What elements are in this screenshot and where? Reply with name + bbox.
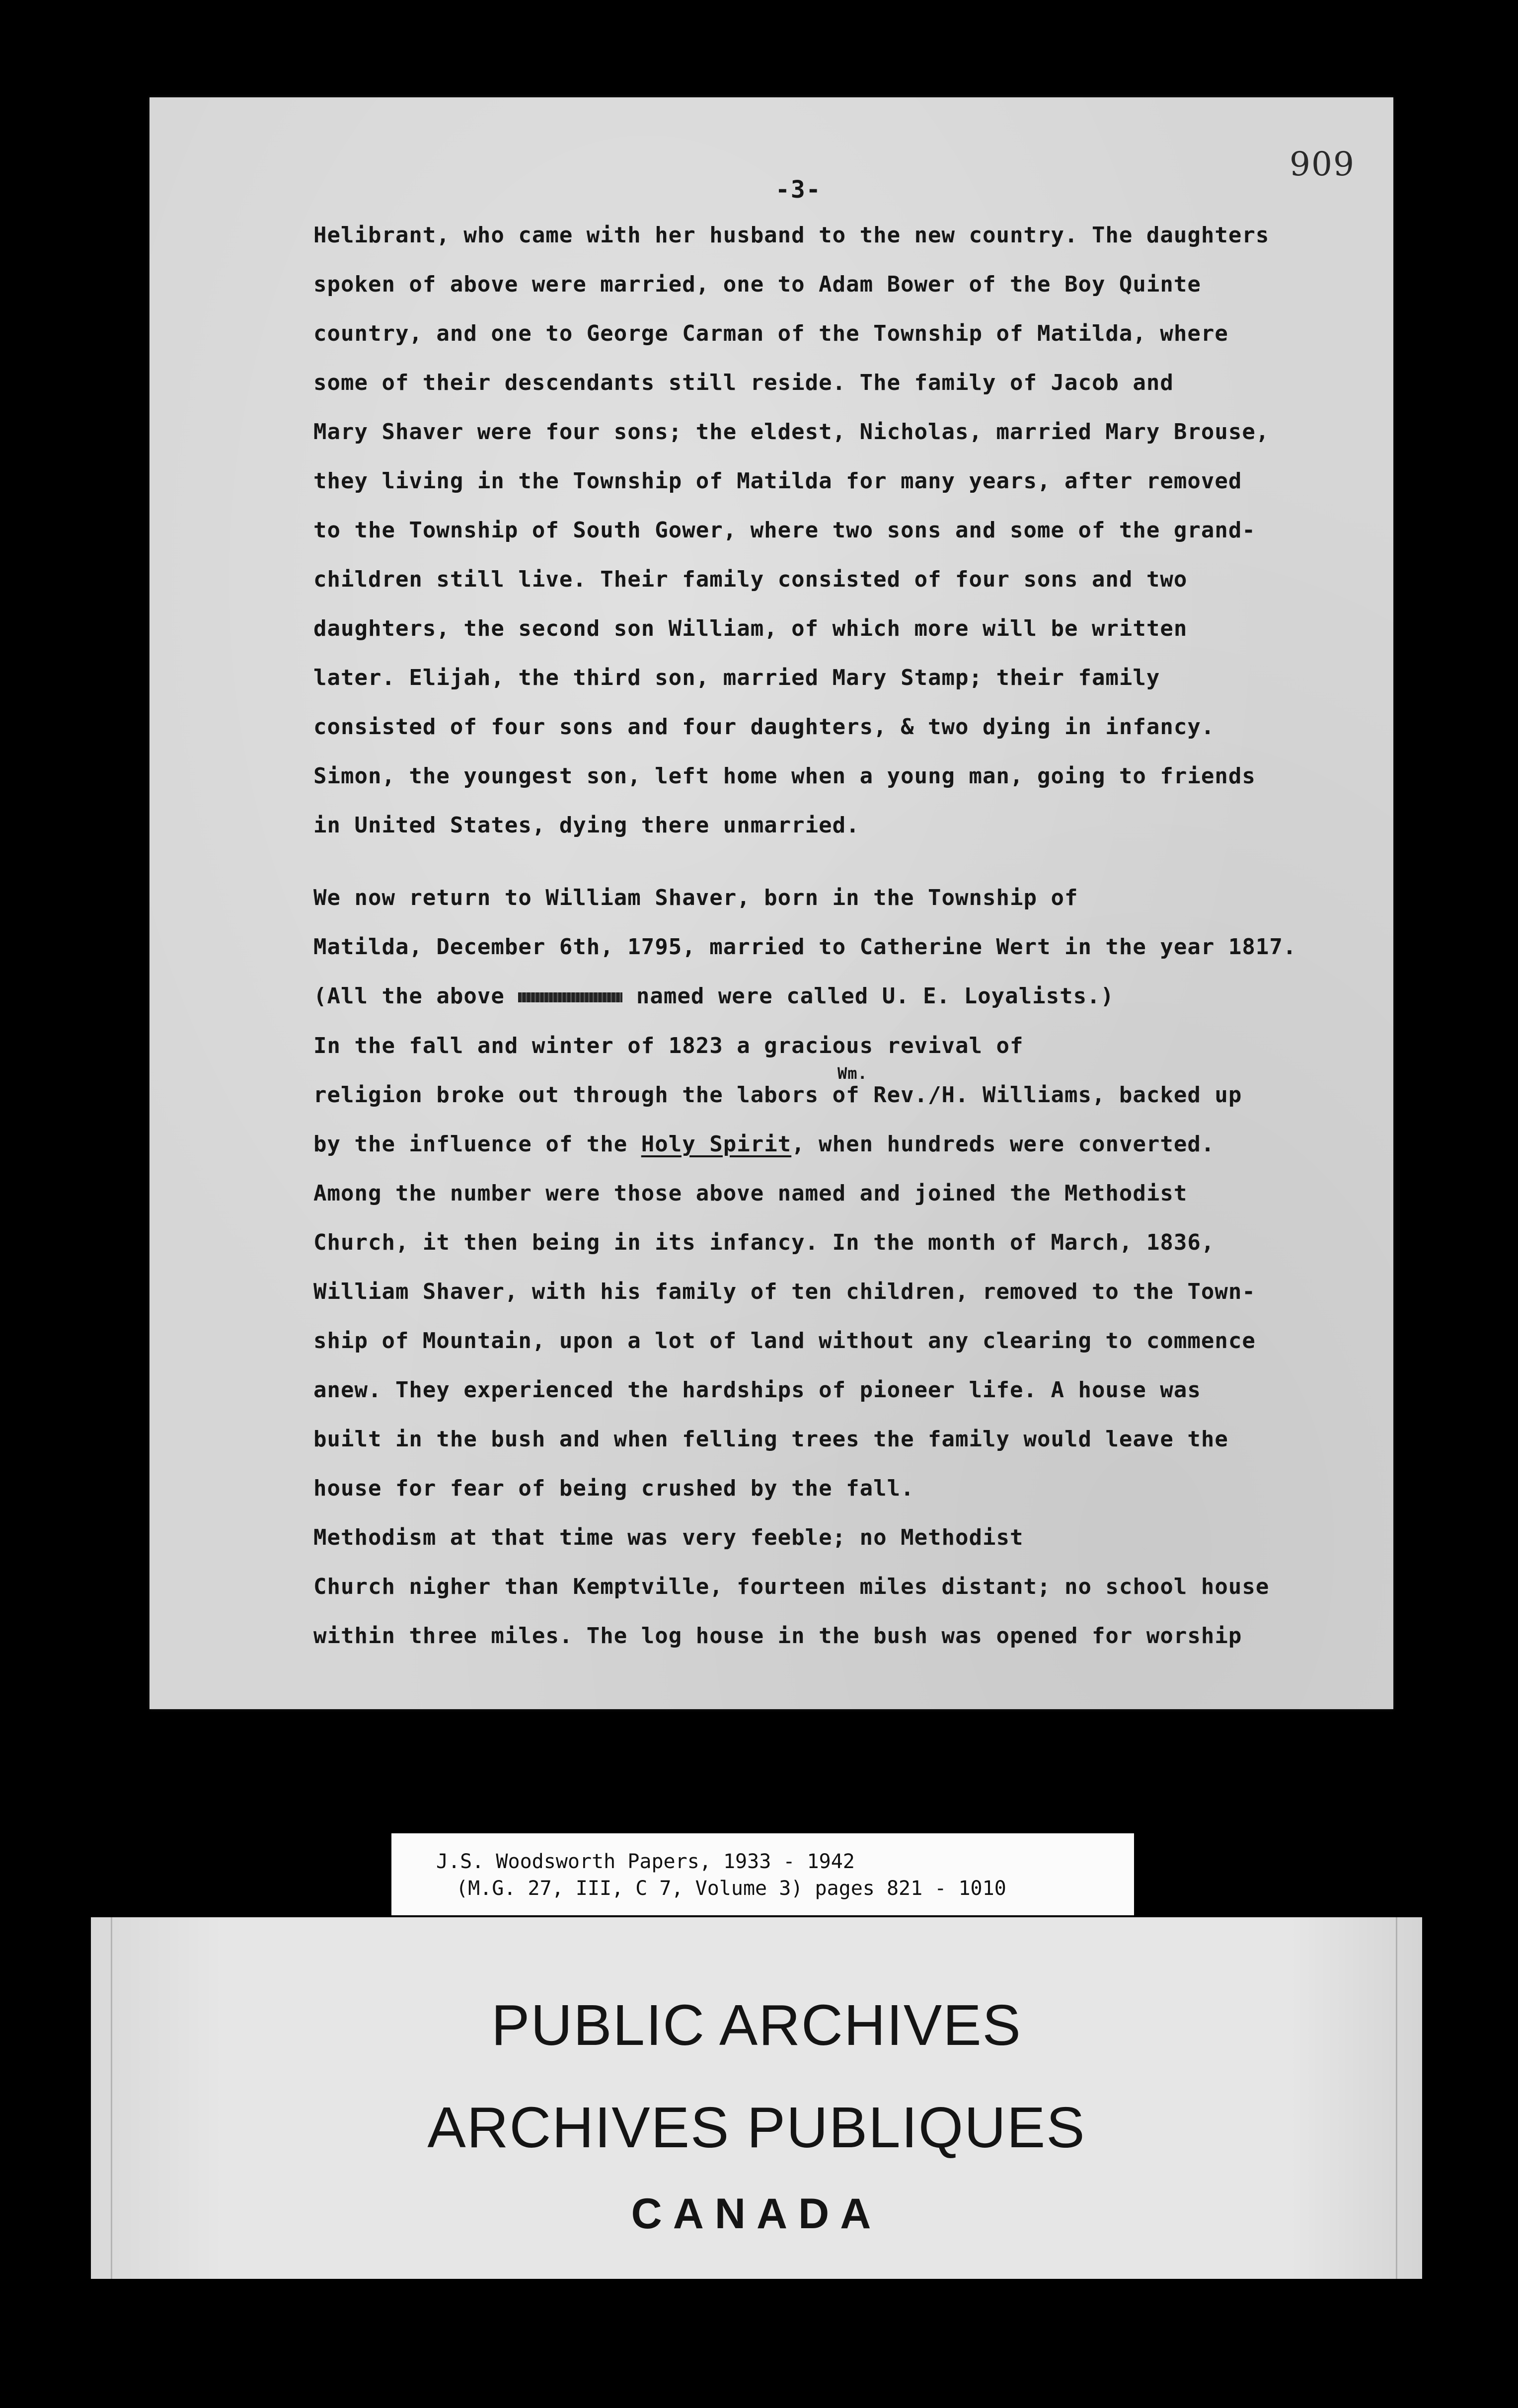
text-line: Methodism at that time was very feeble; no Methodist: [313, 1525, 1024, 1550]
text-line: Simon, the youngest son, left home when a young man, going to friends: [313, 763, 1256, 789]
text-line: Mary Shaver were four sons; the eldest, Nicholas, married Mary Brouse,: [313, 419, 1270, 445]
text-segment: , when hundreds were converted.: [791, 1131, 1215, 1157]
text-line: ship of Mountain, upon a lot of land without any clearing to commence: [313, 1328, 1256, 1354]
text-line: country, and one to George Carman of the Township of Matilda, where: [313, 321, 1228, 346]
text-line: spoken of above were married, one to Adam Bower of the Boy Quinte: [313, 272, 1201, 297]
stamp-line-english: PUBLIC ARCHIVES: [491, 1993, 1022, 2057]
text-line: within three miles. The log house in the bush was opened for worship: [313, 1623, 1242, 1649]
text-line: anew. They experienced the hardships of pioneer life. A house was: [313, 1377, 1201, 1403]
text-segment: by the influence of the: [313, 1131, 628, 1157]
underlined-phrase: Holy Spirit: [641, 1131, 792, 1157]
text-line: consisted of four sons and four daughters, & two dying in infancy.: [313, 714, 1215, 740]
text-line: We now return to William Shaver, born in the Township of: [313, 885, 1078, 910]
interlinear-insert: Wm.: [837, 1064, 868, 1083]
folio-number: 909: [1290, 145, 1355, 183]
text-line: some of their descendants still reside. The family of Jacob and: [313, 370, 1174, 395]
caption-line-2: (M.G. 27, III, C 7, Volume 3) pages 821 - 1010: [456, 1877, 1006, 1900]
text-line: Matilda, December 6th, 1795, married to Catherine Wert in the year 1817.: [313, 934, 1297, 960]
archive-caption-label: [391, 1833, 1134, 1915]
page-label: -3-: [775, 176, 822, 204]
text-line: Helibrant, who came with her husband to the new country. The daughters: [313, 223, 1270, 248]
text-line: later. Elijah, the third son, married Mary Stamp; their family: [313, 665, 1160, 690]
text-line-with-underline: [313, 1131, 1214, 1157]
text-line: house for fear of being crushed by the fall.: [313, 1476, 914, 1501]
text-line: to the Township of South Gower, where two sons and some of the grand-: [313, 518, 1256, 543]
text-line: religion broke out through the labors of Rev./H. Williams, backed up: [313, 1082, 1242, 1108]
text-line: Church, it then being in its infancy. In the month of March, 1836,: [313, 1230, 1215, 1255]
typed-text-block: [150, 97, 1393, 1709]
text-line: In the fall and winter of 1823 a gracious revival of: [313, 1033, 1024, 1058]
text-line: in United States, dying there unmarried.: [313, 813, 860, 838]
archives-stamp-card: [91, 1917, 1422, 2279]
text-line: children still live. Their family consisted of four sons and two: [313, 567, 1188, 592]
text-line: they living in the Township of Matilda for many years, after removed: [313, 468, 1242, 494]
text-line-with-strikeout: [313, 983, 1114, 1009]
text-line: daughters, the second son William, of which more will be written: [313, 616, 1188, 641]
stamp-line-country: CANADA: [631, 2190, 882, 2238]
struck-out-word: [518, 992, 622, 1002]
stamp-line-french: ARCHIVES PUBLIQUES: [427, 2095, 1086, 2160]
caption-line-1: J.S. Woodsworth Papers, 1933 - 1942: [436, 1850, 855, 1873]
text-segment: named were called U. E. Loyalists.): [636, 983, 1115, 1009]
text-line: William Shaver, with his family of ten children, removed to the Town-: [313, 1279, 1256, 1304]
text-line: Church nigher than Kemptville, fourteen miles distant; no school house: [313, 1574, 1270, 1599]
text-segment: (All the above: [313, 983, 505, 1009]
document-page: [150, 97, 1393, 1709]
text-line: built in the bush and when felling trees the family would leave the: [313, 1427, 1228, 1452]
text-line: Among the number were those above named and joined the Methodist: [313, 1181, 1188, 1206]
